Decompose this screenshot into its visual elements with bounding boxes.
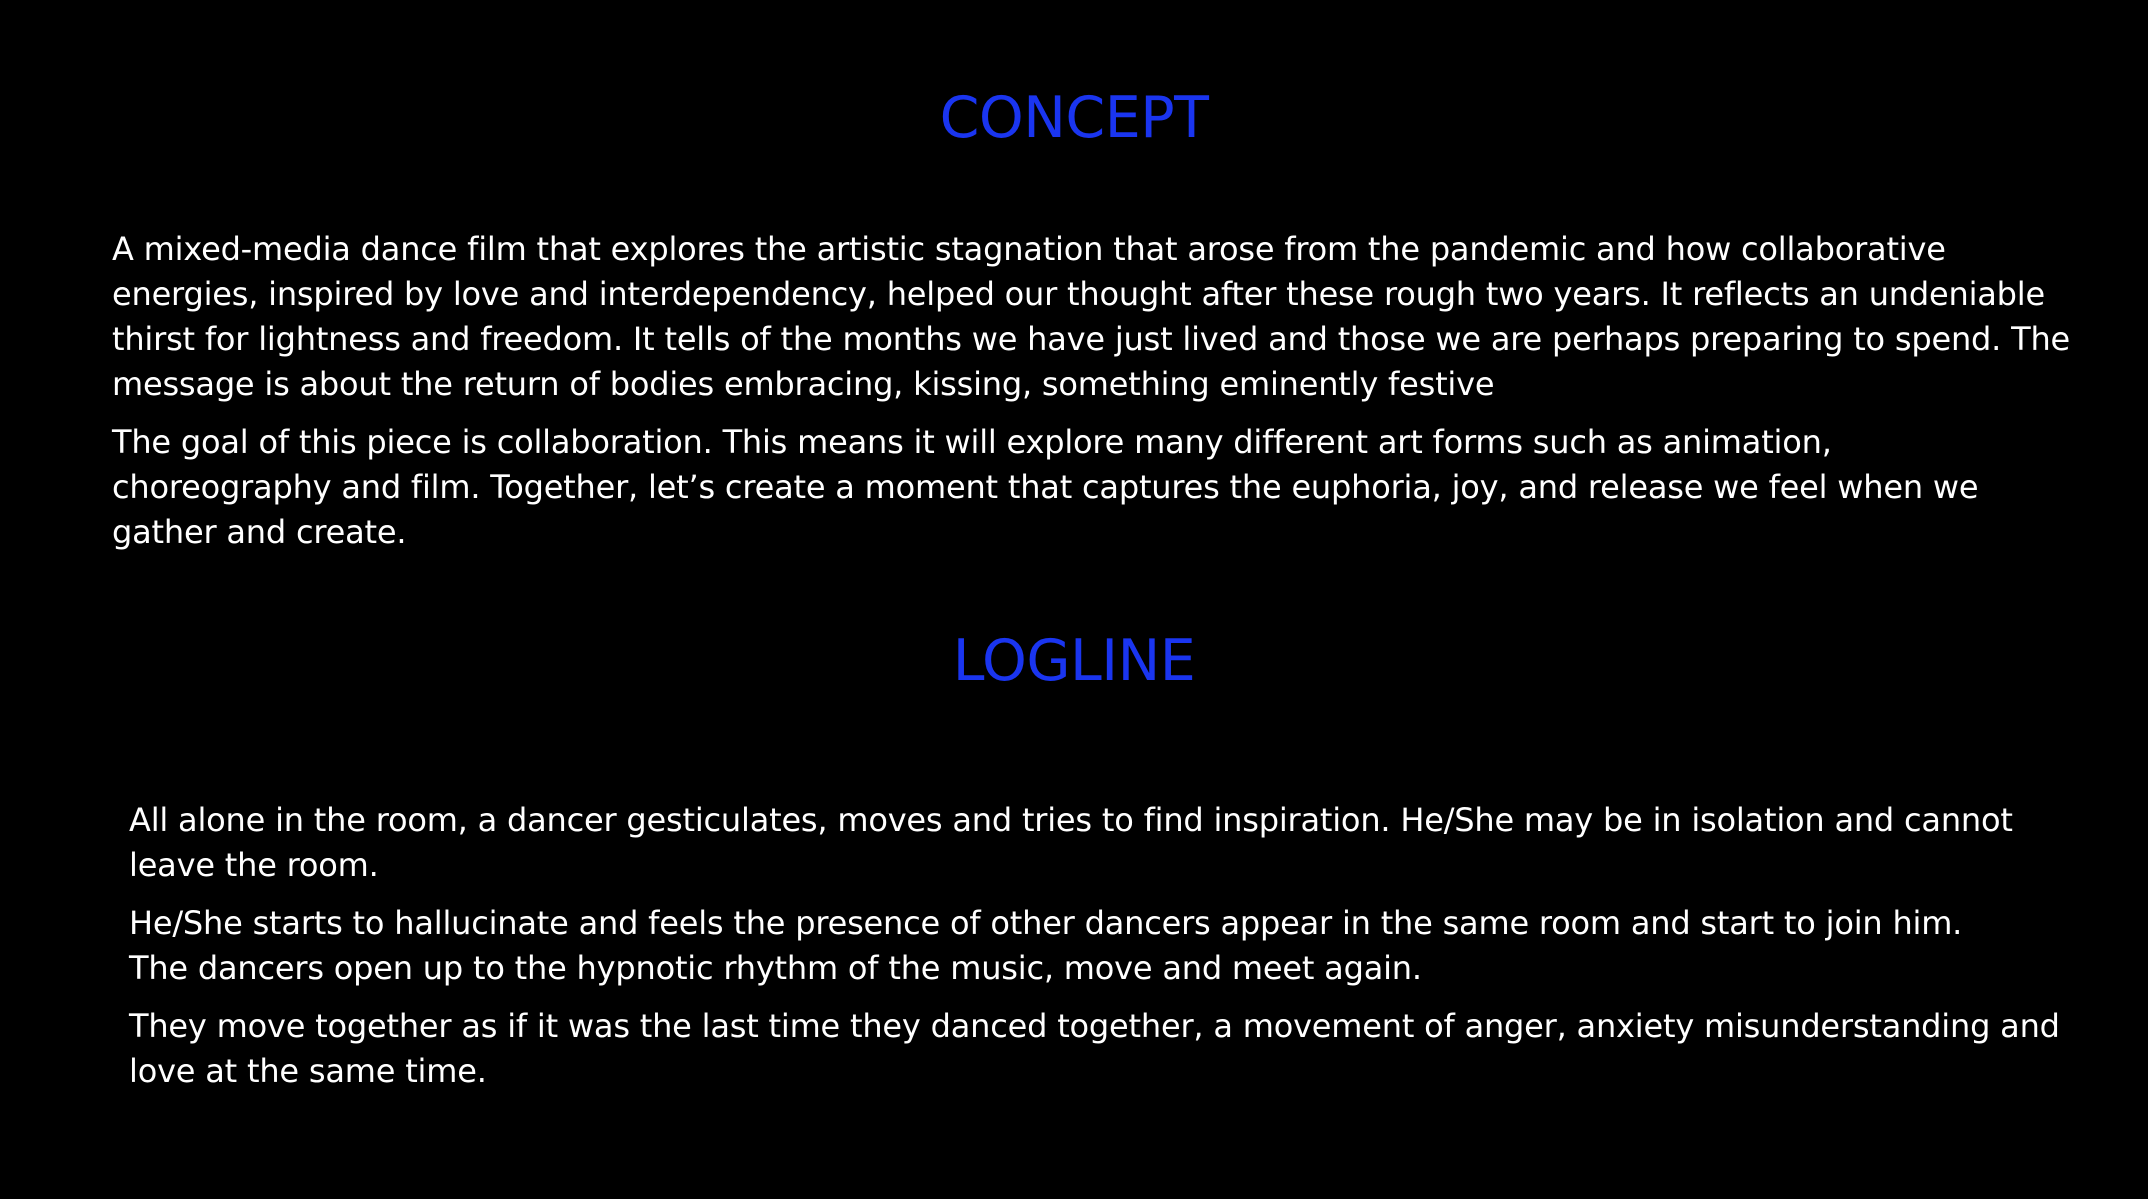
text-line: All alone in the room, a dancer gesticulates, moves and tries to find inspiration. He/She may be in isolation and cannot — [129, 801, 2013, 839]
text-line: gather and create. — [112, 513, 407, 551]
text-line: choreography and film. Together, let’s create a moment that captures the euphoria, joy, and release we feel when we — [112, 468, 1979, 506]
concept-heading: CONCEPT — [939, 85, 1209, 151]
text-line: love at the same time. — [129, 1052, 487, 1090]
text-line: The dancers open up to the hypnotic rhythm of the music, move and meet again. — [129, 949, 1422, 987]
logline-paragraph-1 — [129, 798, 2013, 888]
text-line: thirst for lightness and freedom. It tells of the months we have just lived and those we are perhaps preparing to spend. The — [112, 320, 2071, 358]
text-line: A mixed-media dance film that explores the artistic stagnation that arose from the pandemic and how collaborative — [112, 230, 1946, 268]
text-line: message is about the return of bodies embracing, kissing, something eminently festive — [112, 365, 1495, 403]
text-line: energies, inspired by love and interdependency, helped our thought after these rough two years. It reflects an undeniable — [112, 275, 2045, 313]
logline-heading: LOGLINE — [952, 628, 1196, 694]
logline-paragraph-2 — [129, 901, 1962, 991]
text-line: leave the room. — [129, 846, 379, 884]
text-line: They move together as if it was the last time they danced together, a movement of anger, anxiety misunderstanding and — [129, 1007, 2060, 1045]
logline-paragraph-3 — [129, 1004, 2060, 1094]
text-line: He/She starts to hallucinate and feels the presence of other dancers appear in the same room and start to join him. — [129, 904, 1963, 942]
concept-paragraph-2 — [112, 420, 1978, 555]
text-line: The goal of this piece is collaboration. This means it will explore many different art forms such as animation, — [112, 423, 1832, 461]
concept-paragraph-1 — [112, 227, 2070, 407]
